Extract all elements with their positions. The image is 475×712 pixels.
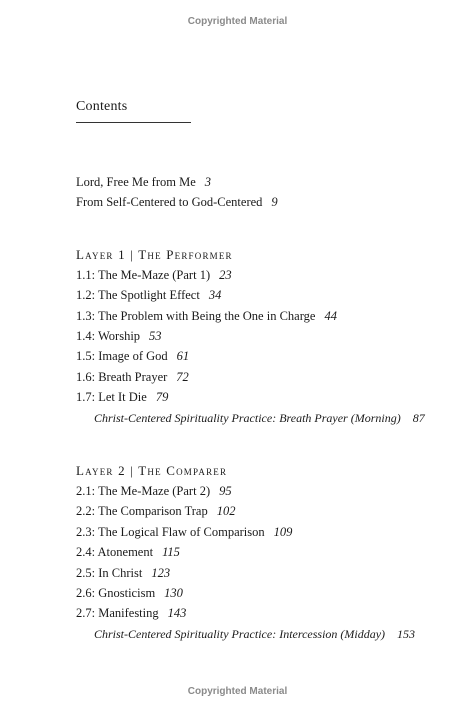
- toc-entry-label: Christ-Centered Spirituality Practice: Intercession (Midday): [94, 627, 386, 641]
- toc-entry[interactable]: [76, 175, 211, 190]
- toc-entry-page: 72: [176, 370, 189, 384]
- toc-entry-label: 2.7: Manifesting: [76, 606, 159, 620]
- title-underline: [76, 122, 191, 123]
- toc-entry-label: 2.6: Gnosticism: [76, 586, 156, 600]
- toc-entry-page: 53: [149, 329, 162, 343]
- toc-entry-page: 115: [162, 545, 180, 559]
- toc-entry-page: 153: [397, 627, 416, 641]
- toc-entry[interactable]: [76, 268, 232, 283]
- toc-entry[interactable]: [76, 195, 278, 210]
- toc-entry[interactable]: [76, 349, 189, 364]
- toc-entry-page: 143: [167, 606, 187, 620]
- toc-entry-label: 1.6: Breath Prayer: [76, 370, 168, 384]
- toc-entry[interactable]: [76, 390, 168, 405]
- toc-entry-page: 3: [204, 175, 212, 189]
- toc-entry-page: 130: [164, 586, 183, 600]
- toc-entry[interactable]: [76, 484, 232, 499]
- toc-entry-page: 109: [273, 525, 293, 539]
- toc-entry-page: 95: [219, 484, 232, 498]
- toc-entry-page: 61: [176, 349, 190, 363]
- toc-entry-label: 2.5: In Christ: [76, 566, 143, 580]
- toc-entry-label: From Self-Centered to God-Centered: [76, 195, 263, 209]
- toc-entry-page: 87: [412, 411, 425, 425]
- toc-entry-label: 1.7: Let It Die: [76, 390, 147, 404]
- toc-entry-page: 79: [155, 390, 169, 404]
- toc-entry-page: 102: [216, 504, 236, 518]
- toc-entry-label: 1.3: The Problem with Being the One in Charge: [76, 309, 316, 323]
- copyright-watermark-top: Copyrighted Material: [187, 16, 288, 27]
- toc-entry[interactable]: [76, 586, 183, 601]
- toc-practice-entry[interactable]: [94, 627, 415, 642]
- toc-entry-page: 23: [219, 268, 232, 282]
- toc-entry-page: 9: [271, 195, 278, 209]
- toc-entry-label: 1.4: Worship: [76, 329, 141, 343]
- toc-entry-label: 2.2: The Comparison Trap: [76, 504, 208, 518]
- toc-entry-label: 2.1: The Me-Maze (Part 2): [76, 484, 211, 498]
- toc-entry-label: 2.3: The Logical Flaw of Comparison: [76, 525, 265, 539]
- toc-entry-label: 1.5: Image of God: [76, 349, 168, 363]
- layer-2-heading: Layer 2 | The Comparer: [76, 463, 228, 478]
- toc-entry[interactable]: [76, 606, 186, 621]
- toc-entry-label: 1.2: The Spotlight Effect: [76, 288, 200, 302]
- toc-entry-label: 2.4: Atonement: [76, 545, 154, 559]
- toc-entry[interactable]: [76, 288, 221, 303]
- toc-entry[interactable]: [76, 370, 189, 385]
- toc-entry-label: Lord, Free Me from Me: [76, 175, 196, 189]
- toc-entry[interactable]: [76, 525, 292, 540]
- toc-entry-page: 44: [324, 309, 337, 323]
- toc-entry[interactable]: [76, 329, 162, 344]
- toc-entry-page: 123: [151, 566, 171, 580]
- copyright-watermark-bottom: Copyrighted Material: [187, 686, 288, 697]
- toc-entry-page: 34: [208, 288, 222, 302]
- toc-entry[interactable]: [76, 504, 235, 519]
- layer-1-heading: Layer 1 | The Performer: [76, 247, 233, 262]
- toc-entry[interactable]: [76, 566, 170, 581]
- page-title: Contents: [76, 99, 128, 114]
- toc-entry[interactable]: [76, 309, 337, 324]
- toc-entry[interactable]: [76, 545, 180, 560]
- toc-practice-entry[interactable]: [94, 411, 425, 426]
- toc-entry-label: 1.1: The Me-Maze (Part 1): [76, 268, 211, 282]
- toc-entry-label: Christ-Centered Spirituality Practice: Breath Prayer (Morning): [94, 411, 401, 425]
